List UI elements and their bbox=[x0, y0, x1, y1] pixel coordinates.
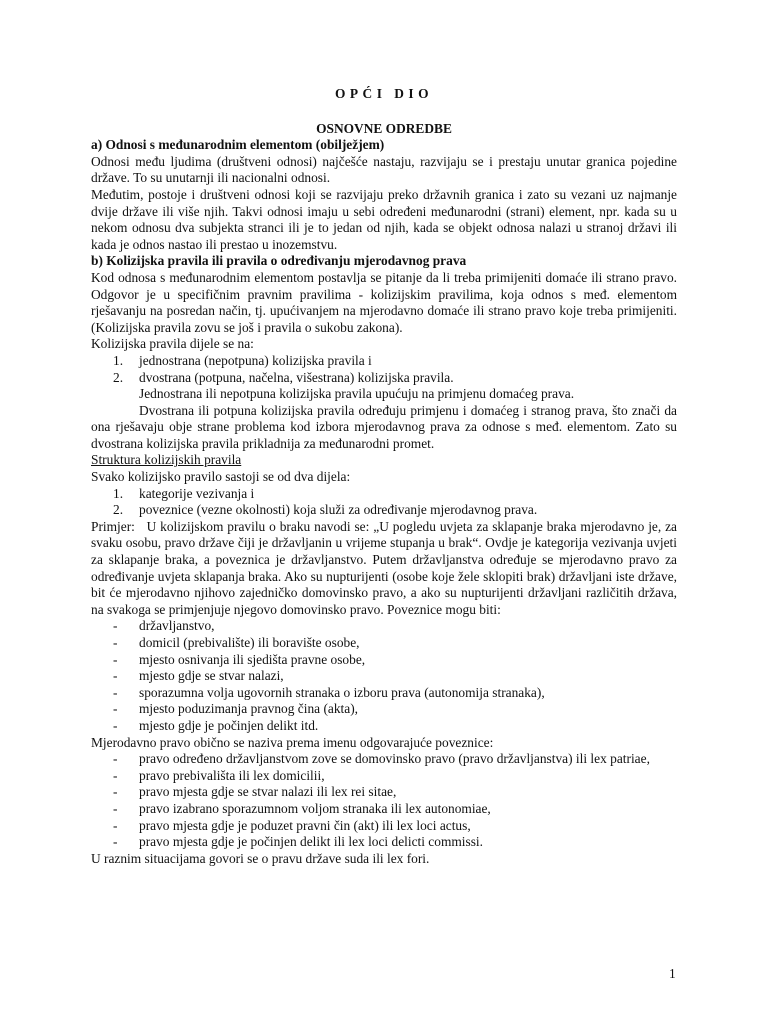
list-marker: - bbox=[113, 668, 118, 684]
page-title: OPĆI DIO bbox=[334, 86, 434, 101]
list-item bbox=[91, 834, 677, 851]
list-marker: - bbox=[113, 618, 118, 634]
list-marker: - bbox=[113, 684, 118, 700]
section-a-heading: a) Odnosi s međunarodnim elementom (obilježjem) bbox=[91, 137, 385, 153]
section-a-paragraph-1: Odnosi među ljudima (društveni odnosi) najčešće nastaju, razvijaju se i prestaju unutar granica pojedine države. To su unutarnji ili nacionalni odnosi. bbox=[91, 153, 677, 186]
structure-paragraph-1: Svako kolizijsko pravilo sastoji se od dva dijela: bbox=[91, 469, 351, 485]
list-item-text: pravo određeno državljanstvom zove se domovinsko pravo (pravo državljanstva) ili lex patriae, bbox=[139, 751, 650, 767]
applicable-law-list bbox=[91, 751, 677, 851]
list-marker: 1. bbox=[113, 485, 124, 501]
final-paragraph: U raznim situacijama govori se o pravu države suda ili lex fori. bbox=[91, 850, 430, 866]
list-marker: - bbox=[113, 800, 118, 816]
list-item-text: sporazumna volja ugovornih stranaka o izboru prava (autonomija stranaka), bbox=[139, 684, 545, 700]
list-marker: - bbox=[113, 717, 118, 733]
structure-example-paragraph: Primjer: U kolizijskom pravilu o braku navodi se: „U pogledu uvjeta za sklapanje braka mjerodavno je, za svaku osobu, pravo države čiji je državljanin u vrijeme stupanja u brak“. Ovdje je kategorija vezivanja uvjeti za sklapanje braka, a poveznica je državljanstvo. Putem državljanstva određuje se mjerodavno pravo za određivanje uvjeta sklapanja braka. Ako su nupturijenti (osobe koje žele sklopiti brak) državljani iste države, bit će mjerodavno njihovo zajedničko domovinsko pravo, a ako su nupturijenti državljani različitih država, na svakoga se primjenjuje njegovo domovinsko pravo. Poveznice mogu biti: bbox=[91, 518, 677, 617]
list-item bbox=[91, 652, 677, 669]
connecting-factors-list bbox=[91, 618, 677, 734]
page-number: 1 bbox=[669, 966, 676, 981]
list-item bbox=[91, 685, 677, 702]
list-item-text: kategorije vezivanja i bbox=[139, 485, 255, 501]
list-item bbox=[91, 618, 677, 635]
list-item-text: pravo mjesta gdje je počinjen delikt ili lex loci delicti commissi. bbox=[139, 834, 483, 850]
list-marker: - bbox=[113, 651, 118, 667]
page-content bbox=[91, 86, 677, 867]
list-item-text: mjesto poduzimanja pravnog čina (akta), bbox=[139, 701, 359, 717]
list-marker: - bbox=[113, 834, 118, 850]
list-item bbox=[91, 818, 677, 835]
list-item bbox=[91, 486, 677, 503]
list-item-text: pravo mjesta gdje se stvar nalazi ili lex rei sitae, bbox=[139, 784, 397, 800]
list-item-text: jednostrana (nepotpuna) kolizijska pravila i bbox=[139, 352, 372, 368]
list-item-text: dvostrana (potpuna, načelna, višestrana) kolizijska pravila. bbox=[139, 369, 454, 385]
rule-types-list bbox=[91, 353, 677, 386]
section-b-paragraph-4: Dvostrana ili potpuna kolizijska pravila određuju primjenu i domaćeg i stranog prava, što znači da ona rješavaju obje strane problema kod izbora mjerodavnog prava za odnose s međ. elementom. Zato su dvostrana kolizijska pravila prikladnija za međunarodni promet. bbox=[91, 402, 677, 451]
list-marker: - bbox=[113, 767, 118, 783]
section-b-paragraph-3: Jednostrana ili nepotpuna kolizijska pravila upućuju na primjenu domaćeg prava. bbox=[139, 386, 575, 402]
section-b-paragraph-2: Kolizijska pravila dijele se na: bbox=[91, 336, 254, 352]
list-item-text: mjesto gdje se stvar nalazi, bbox=[139, 668, 284, 684]
list-item bbox=[91, 768, 677, 785]
list-item bbox=[91, 635, 677, 652]
list-item-text: pravo izabrano sporazumnom voljom stranaka ili lex autonomiae, bbox=[139, 800, 491, 816]
list-item bbox=[91, 801, 677, 818]
section-b-heading: b) Kolizijska pravila ili pravila o određivanju mjerodavnog prava bbox=[91, 253, 467, 269]
list-marker: - bbox=[113, 701, 118, 717]
list-item bbox=[91, 751, 677, 768]
list-item-text: mjesto osnivanja ili sjedišta pravne osobe, bbox=[139, 651, 366, 667]
list-item bbox=[91, 668, 677, 685]
list-marker: 1. bbox=[113, 352, 124, 368]
list-item bbox=[91, 718, 677, 735]
section-a-paragraph-2: Međutim, postoje i društveni odnosi koji se razvijaju preko državnih granica i zato su vezani uz najmanje dvije države ili više njih. Takvi odnosi imaju u sebi određeni međunarodni (strani) element, npr. kada su u nekom odnosu dva subjekta stranci ili je to jedan od njih, kada se objekt odnosa nalazi u stranoj državi ili kada je odnos nastao ili prestao u inozemstvu. bbox=[91, 186, 677, 252]
list-marker: 2. bbox=[113, 502, 124, 518]
applicable-law-paragraph: Mjerodavno pravo obično se naziva prema imenu odgovarajuće poveznice: bbox=[91, 734, 494, 750]
structure-heading: Struktura kolizijskih pravila bbox=[91, 452, 242, 468]
list-item bbox=[91, 502, 677, 519]
list-marker: - bbox=[113, 751, 118, 767]
list-item-text: pravo prebivališta ili lex domicilii, bbox=[139, 767, 325, 783]
list-marker: 2. bbox=[113, 369, 124, 385]
list-item bbox=[91, 370, 677, 387]
section-b-paragraph-1: Kod odnosa s međunarodnim elementom postavlja se pitanje da li treba primijeniti domaće ili strano pravo. Odgovor je u specifičnim pravnim pravilima - kolizijskim pravilima, koja odnos s međ. elementom rješavanju na posredan način, tj. upućivanjem na mjerodavno domaće ili strano pravo koje treba primijeniti. (Kolizijska pravila zovu se još i pravila o sukobu zakona). bbox=[91, 269, 677, 335]
list-item bbox=[91, 353, 677, 370]
list-item-text: mjesto gdje je počinjen delikt itd. bbox=[139, 717, 319, 733]
list-item-text: državljanstvo, bbox=[139, 618, 215, 634]
list-item bbox=[91, 784, 677, 801]
section-subtitle: OSNOVNE ODREDBE bbox=[316, 120, 452, 136]
list-item-text: poveznice (vezne okolnosti) koja služi za određivanje mjerodavnog prava. bbox=[139, 502, 538, 518]
list-marker: - bbox=[113, 635, 118, 650]
structure-parts-list bbox=[91, 486, 677, 519]
list-item-text: pravo mjesta gdje je poduzet pravni čin (akt) ili lex loci actus, bbox=[139, 817, 471, 833]
list-item bbox=[91, 701, 677, 718]
list-marker: - bbox=[113, 817, 118, 833]
list-item-text: domicil (prebivalište) ili boravište osobe, bbox=[139, 635, 360, 650]
list-marker: - bbox=[113, 784, 118, 800]
